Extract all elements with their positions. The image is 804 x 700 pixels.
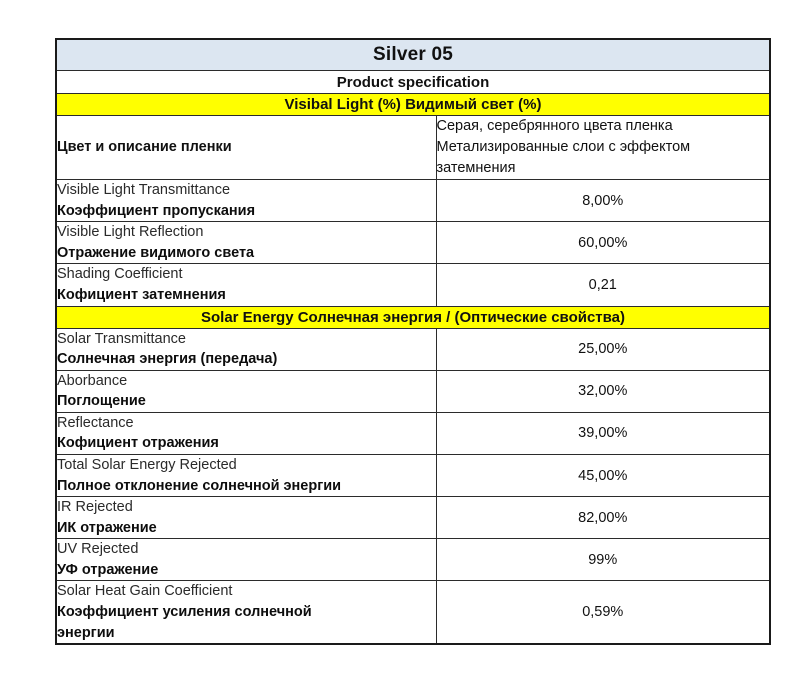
label-en: Total Solar Energy Rejected <box>57 456 237 473</box>
label-ru: Коэффициент пропускания <box>57 202 256 219</box>
label-en: Shading Coefficient <box>57 266 183 283</box>
product-subtitle: Product specification <box>56 71 770 94</box>
table-title-row <box>56 39 770 71</box>
row-value: 0,21 <box>436 264 770 306</box>
label-ru-line-1: Коэффициент усиления солнечной <box>57 604 312 621</box>
description-line-3: затемнения <box>436 160 516 177</box>
row-label <box>56 412 436 454</box>
table-row-aborbance <box>56 370 770 412</box>
section-heading-label: Visibal Light (%) Видимый свет (%) <box>56 94 770 116</box>
row-label <box>56 581 436 644</box>
table-row-solar-heat-gain-coefficient <box>56 581 770 644</box>
row-label <box>56 328 436 370</box>
section-header-solar-energy <box>56 306 770 328</box>
label-ru: УФ отражение <box>57 561 159 578</box>
table-row-uv-rejected <box>56 539 770 581</box>
row-label <box>56 222 436 264</box>
row-value: 8,00% <box>436 180 770 222</box>
row-value: 25,00% <box>436 328 770 370</box>
table-row-reflectance <box>56 412 770 454</box>
table-row-solar-transmittance <box>56 328 770 370</box>
row-label <box>56 454 436 496</box>
section-heading-label: Solar Energy Солнечная энергия / (Оптические свойства) <box>56 306 770 328</box>
table-row-visible-light-reflection <box>56 222 770 264</box>
label-ru: Отражение видимого света <box>57 244 255 261</box>
table-row-shading-coefficient <box>56 264 770 306</box>
row-label <box>56 497 436 539</box>
row-value: 60,00% <box>436 222 770 264</box>
label-en: Visible Light Reflection <box>57 224 204 241</box>
row-value: 0,59% <box>436 581 770 644</box>
row-label <box>56 539 436 581</box>
description-line-1: Серая, серебрянного цвета пленка <box>436 118 673 134</box>
product-specification-table <box>55 38 771 645</box>
row-value: 45,00% <box>436 454 770 496</box>
film-description-value <box>436 116 770 180</box>
section-header-visible-light <box>56 94 770 116</box>
label-ru: Полное отклонение солнечной энергии <box>57 477 342 494</box>
row-label <box>56 264 436 306</box>
label-ru: Кофициент отражения <box>57 435 219 452</box>
description-line-2: Метализированные слои с эффектом <box>436 139 691 156</box>
label-en: Visible Light Transmittance <box>57 182 231 199</box>
product-title: Silver 05 <box>56 39 770 71</box>
row-value: 32,00% <box>436 370 770 412</box>
table-row-total-solar-energy-rejected <box>56 454 770 496</box>
label-en: Solar Heat Gain Coefficient <box>57 583 233 600</box>
row-label <box>56 370 436 412</box>
row-label <box>56 180 436 222</box>
label-ru: Поглощение <box>57 393 146 410</box>
table-row-film-description <box>56 116 770 180</box>
table-subtitle-row <box>56 71 770 94</box>
label-ru: ИК отражение <box>57 519 157 536</box>
label-ru-line-2: энергии <box>57 624 115 641</box>
label-ru: Солнечная энергия (передача) <box>57 351 278 368</box>
table-row-ir-rejected <box>56 497 770 539</box>
film-description-label: Цвет и описание пленки <box>56 116 436 180</box>
label-en: Solar Transmittance <box>57 330 186 347</box>
label-ru: Кофициент затемнения <box>57 286 226 303</box>
label-en: IR Rejected <box>57 499 133 516</box>
label-en: Reflectance <box>57 414 134 431</box>
table-row-visible-light-transmittance <box>56 180 770 222</box>
row-value: 39,00% <box>436 412 770 454</box>
row-value: 99% <box>436 539 770 581</box>
label-en: UV Rejected <box>57 541 139 558</box>
label-en: Aborbance <box>57 372 128 389</box>
row-value: 82,00% <box>436 497 770 539</box>
